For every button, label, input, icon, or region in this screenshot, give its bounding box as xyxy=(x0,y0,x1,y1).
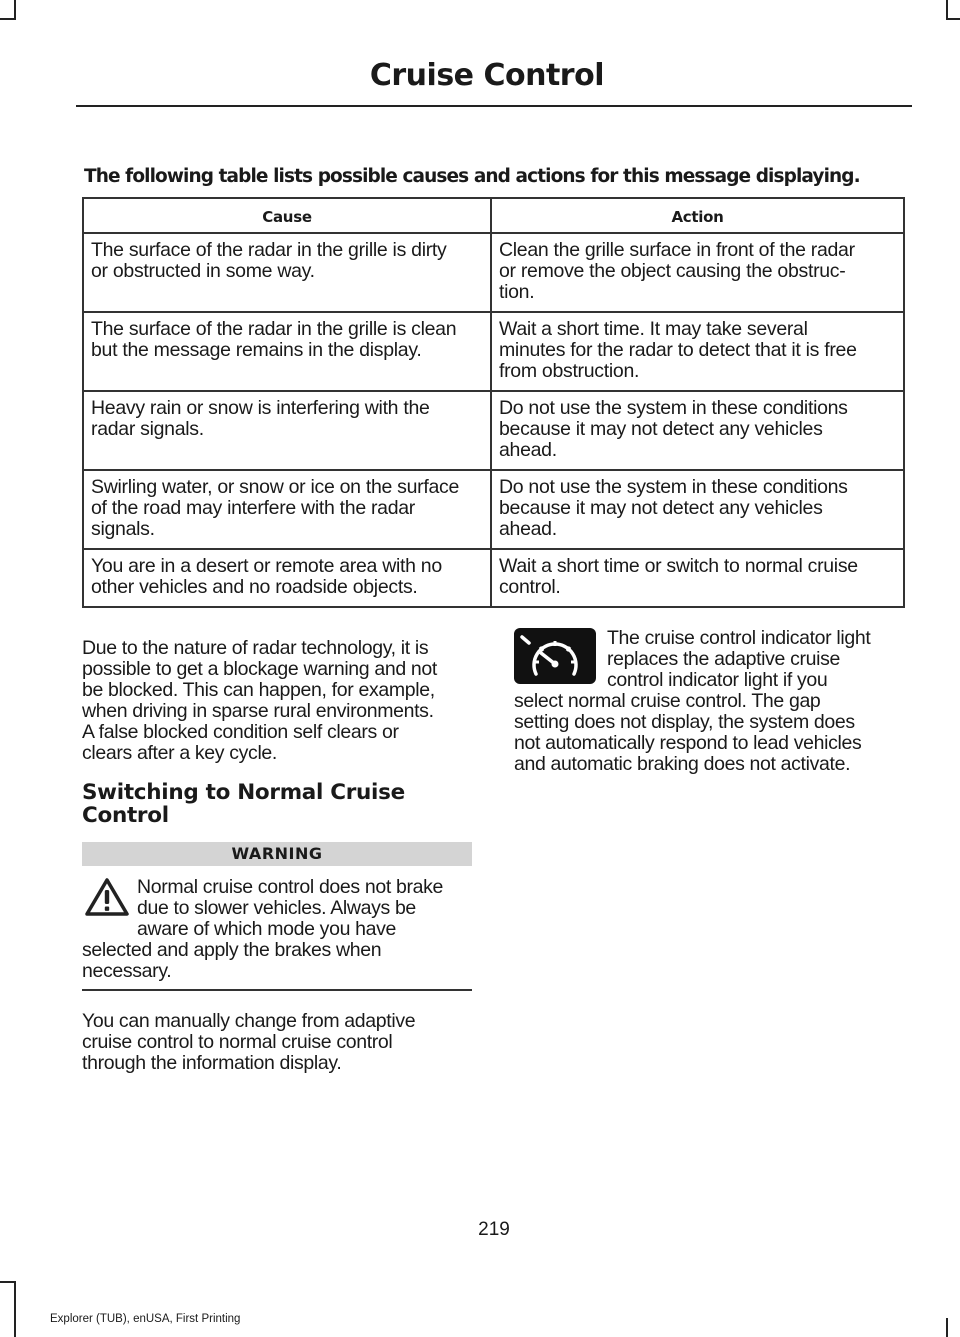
edition-note: Explorer (TUB), enUSA, First Printing xyxy=(50,1313,241,1325)
text-line: You can manually change from adaptive xyxy=(82,1010,416,1032)
action-line: or remove the object causing the obstruc- xyxy=(498,260,846,282)
table-row xyxy=(83,233,904,312)
cause-cell xyxy=(83,233,491,312)
action-line: Clean the grille surface in front of the radar xyxy=(498,239,855,261)
heading-line: Switching to Normal Cruise xyxy=(82,780,405,805)
text-line: The cruise control indicator light xyxy=(607,627,871,649)
action-line: ahead. xyxy=(498,518,557,540)
crop-mark xyxy=(14,0,16,18)
warning-text xyxy=(82,877,477,982)
action-cell xyxy=(491,312,904,391)
section-title: Cruise Control xyxy=(369,58,604,93)
text-line: cruise control to normal cruise control xyxy=(82,1031,393,1053)
crop-mark xyxy=(0,1281,16,1283)
header-rule xyxy=(76,105,912,107)
action-cell xyxy=(491,233,904,312)
radar-blockage-paragraph xyxy=(82,638,482,764)
table-row xyxy=(83,391,904,470)
crop-mark xyxy=(946,1318,948,1337)
heading-line: Control xyxy=(82,803,169,828)
table-row xyxy=(83,470,904,549)
cause-cell xyxy=(83,312,491,391)
table-header-row xyxy=(83,198,904,233)
action-line: because it may not detect any vehicles xyxy=(498,497,823,519)
action-line: Wait a short time or switch to normal cruise xyxy=(498,555,858,577)
text-line: not automatically respond to lead vehicles xyxy=(514,732,862,754)
text-line: Normal cruise control does not brake xyxy=(137,876,444,898)
action-line: Wait a short time. It may take several xyxy=(498,318,808,340)
text-line: Due to the nature of radar technology, it is xyxy=(82,637,429,659)
text-line: aware of which mode you have xyxy=(137,918,397,940)
cause-line: Swirling water, or snow or ice on the surface xyxy=(91,476,460,498)
text-line: be blocked. This can happen, for example, xyxy=(82,679,435,701)
cause-line: signals. xyxy=(91,518,155,540)
crop-mark xyxy=(14,1281,16,1337)
action-line: control. xyxy=(498,576,561,598)
header-action: Action xyxy=(491,198,904,233)
crop-mark xyxy=(946,18,960,20)
warning-label: WARNING xyxy=(82,842,472,866)
cause-line: of the road may interfere with the radar xyxy=(91,497,416,519)
table-row xyxy=(83,312,904,391)
manual-change-paragraph xyxy=(82,1011,482,1074)
text-line: select normal cruise control. The gap xyxy=(514,690,821,712)
text-line: setting does not display, the system does xyxy=(514,711,855,733)
cause-cell xyxy=(83,391,491,470)
text-line: through the information display. xyxy=(82,1052,342,1074)
action-line: because it may not detect any vehicles xyxy=(498,418,823,440)
crop-mark xyxy=(946,0,948,18)
text-line: possible to get a blockage warning and not xyxy=(82,658,437,680)
header-cause: Cause xyxy=(83,198,491,233)
text-line: A false blocked condition self clears or xyxy=(82,721,399,743)
text-line: clears after a key cycle. xyxy=(82,742,277,764)
cause-line: but the message remains in the display. xyxy=(91,339,422,361)
cause-line: other vehicles and no roadside objects. xyxy=(91,576,418,598)
action-line: tion. xyxy=(498,281,535,303)
warning-divider xyxy=(82,989,472,991)
action-line: minutes for the radar to detect that it is free xyxy=(498,339,857,361)
action-line: Do not use the system in these conditions xyxy=(498,397,848,419)
cause-line: The surface of the radar in the grille is clean xyxy=(91,318,457,340)
table-intro: The following table lists possible causes and actions for this message displaying. xyxy=(84,166,860,187)
action-cell xyxy=(491,470,904,549)
cause-cell xyxy=(83,470,491,549)
action-line: Do not use the system in these conditions xyxy=(498,476,848,498)
cause-line: You are in a desert or remote area with no xyxy=(91,555,442,577)
action-cell xyxy=(491,549,904,607)
text-line: control indicator light if you xyxy=(607,669,828,691)
section-heading xyxy=(82,781,462,827)
cause-cell xyxy=(83,549,491,607)
action-cell xyxy=(491,391,904,470)
cause-line: Heavy rain or snow is interfering with the xyxy=(91,397,430,419)
text-line: and automatic braking does not activate. xyxy=(514,753,851,775)
cause-line: or obstructed in some way. xyxy=(91,260,315,282)
causes-actions-table xyxy=(82,197,905,608)
action-line: ahead. xyxy=(498,439,557,461)
crop-mark xyxy=(0,18,16,20)
indicator-light-paragraph xyxy=(514,628,914,775)
text-line: when driving in sparse rural environments. xyxy=(82,700,434,722)
action-line: from obstruction. xyxy=(498,360,640,382)
text-line: selected and apply the brakes when xyxy=(82,939,382,961)
page-number: 219 xyxy=(478,1219,510,1240)
text-line: due to slower vehicles. Always be xyxy=(137,897,416,919)
cause-line: radar signals. xyxy=(91,418,204,440)
text-line: necessary. xyxy=(82,960,172,982)
cause-line: The surface of the radar in the grille is dirty xyxy=(91,239,447,261)
text-line: replaces the adaptive cruise xyxy=(607,648,841,670)
table-row xyxy=(83,549,904,607)
